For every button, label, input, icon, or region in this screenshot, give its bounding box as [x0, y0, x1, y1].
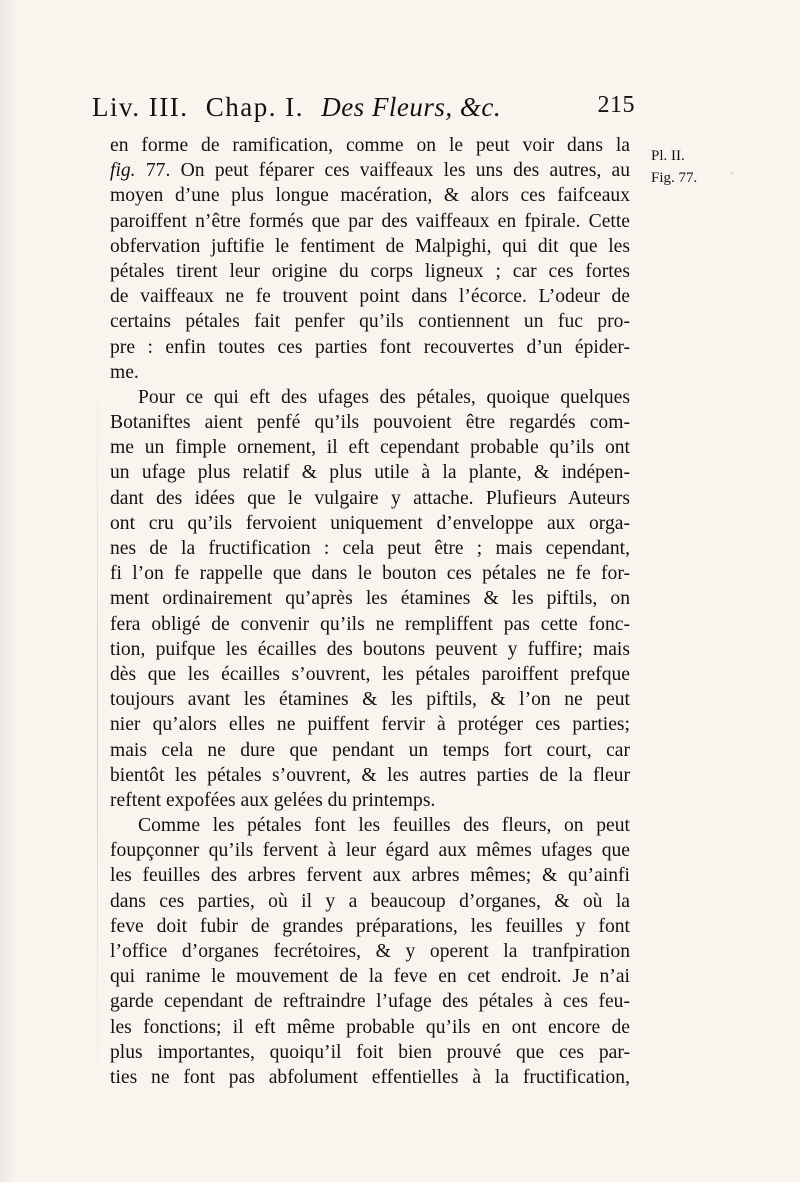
text-line: certains pétales fait penfer qu’ils contiennent un fuc pro- — [110, 311, 630, 333]
text-line: les fonctions; il eft même probable qu’ils en ont encore de — [110, 1016, 630, 1038]
text-line: Comme les pétales font les feuilles des fleurs, on peut — [138, 815, 630, 837]
text-line: ment ordinairement qu’après les étamines & les piftils, on — [110, 588, 630, 610]
margin-note-plate: Pl. II. — [651, 148, 685, 164]
binding-shadow — [97, 340, 98, 1120]
text-line: fi l’on fe rappelle que dans le bouton ces pétales ne fe for- — [110, 563, 630, 585]
text-line: toujours avant les étamines & les piftils, & l’on ne peut — [110, 689, 630, 711]
page-number: 215 — [597, 92, 635, 118]
text-line: qui ranime le mouvement de la feve en cet endroit. Je n’ai — [110, 966, 630, 988]
text-line: Pour ce qui eft des ufages des pétales, quoique quelques — [138, 386, 630, 408]
fig-abbreviation: fig. — [110, 160, 136, 182]
text-line: ont cru qu’ils fervoient uniquement d’enveloppe aux orga- — [110, 512, 630, 534]
text-line: moyen d’une plus longue macération, & alors ces faifceaux — [110, 185, 630, 207]
text-line: en forme de ramification, comme on le peut voir dans la — [110, 135, 630, 156]
text-line: fera obligé de convenir qu’ils ne rempliffent pas cette fonc- — [110, 613, 630, 635]
margin-note-figure: Fig. 77. — [651, 170, 698, 186]
text-line: foupçonner qu’ils fervent à leur égard aux mêmes ufages que — [110, 840, 630, 862]
text-line: mais cela ne dure que pendant un temps fort court, car — [110, 739, 630, 761]
text-line: bientôt les pétales s’ouvrent, & les autres parties de la fleur — [110, 764, 630, 786]
text-line: tion, puifque les écailles des boutons peuvent y fuffire; mais — [110, 638, 630, 660]
text-line: feve doit fubir de grandes préparations, les feuilles y font — [110, 915, 630, 937]
text-line: l’office d’organes fecrétoires, & y operent la tranfpiration — [110, 941, 630, 962]
text-line: un ufage plus relatif & plus utile à la plante, & indépen- — [110, 462, 630, 484]
text-line: nes de la fructification : cela peut être ; mais cependant, — [110, 538, 630, 559]
text-line: dans ces parties, où il y a beaucoup d’organes, & où la — [110, 890, 630, 912]
text-line: dant des idées que le vulgaire y attache. Plufieurs Auteurs — [110, 487, 630, 509]
text-line: dès que les écailles s’ouvrent, les pétales paroiffent prefque — [110, 663, 630, 685]
text-line: paroiffent n’être formés que par des vaiffeaux en fpirale. Cette — [110, 210, 630, 232]
text-line: nier qu’alors elles ne puiffent fervir à protéger ces parties; — [110, 714, 630, 736]
body-text — [110, 133, 630, 1090]
text-line-with-fig — [110, 158, 630, 183]
chapter-title: Des Fleurs, &c. — [321, 92, 502, 122]
book-number: Liv. III. — [92, 92, 189, 122]
text-line: plus importantes, quoiqu’il foit bien prouvé que ces par- — [110, 1041, 630, 1063]
text-line: 77. On peut féparer ces vaiffeaux les uns des autres, au — [145, 160, 630, 182]
text-line: pre : enfin toutes ces parties font recouvertes d’un épider- — [110, 336, 630, 358]
text-line: garde cependant de reftraindre l’ufage des pétales à ces feu- — [110, 991, 630, 1013]
text-line: pétales tirent leur origine du corps ligneux ; car ces fortes — [110, 260, 630, 282]
text-line: me. — [110, 361, 139, 383]
text-line: de vaiffeaux ne fe trouvent point dans l’écorce. L’odeur de — [110, 286, 630, 308]
text-line: me un fimple ornement, il eft cependant probable qu’ils ont — [110, 437, 630, 459]
text-line: reftent expofées aux gelées du printemps. — [110, 789, 436, 811]
text-line: les feuilles des arbres fervent aux arbres mêmes; & qu’ainfi — [110, 865, 630, 887]
margin-mark: ˋ — [730, 172, 734, 183]
text-line: Botaniftes aient penfé qu’ils pouvoient être regardés com- — [110, 412, 630, 434]
running-head — [92, 92, 635, 132]
text-line: ties ne font pas abfolument effentielles à la fructification, — [110, 1066, 630, 1088]
text-line: obfervation juftifie le fentiment de Malpighi, qui dit que les — [110, 235, 630, 257]
chapter-number: Chap. I. — [205, 92, 304, 122]
